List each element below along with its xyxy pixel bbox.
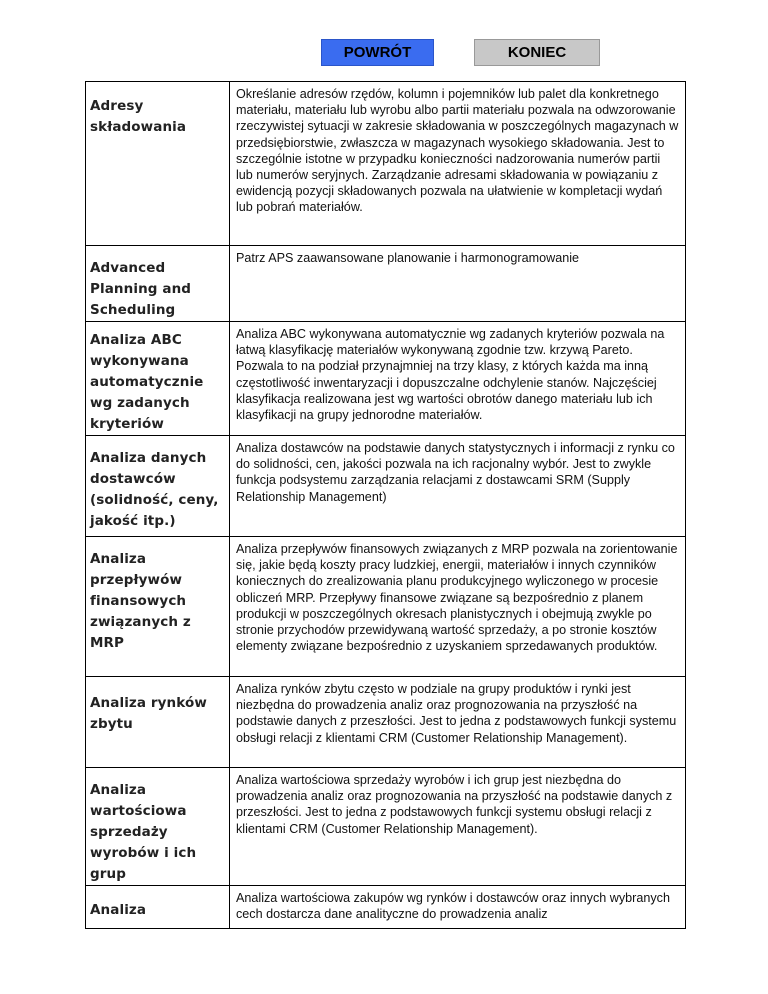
back-button[interactable]: POWRÓT bbox=[321, 39, 434, 66]
glossary-row bbox=[86, 82, 686, 246]
term-text: Analiza ABC wykonywana automatycznie wg zadanych kryteriów bbox=[90, 332, 204, 432]
definition-cell bbox=[230, 768, 686, 886]
term-text: Advanced Planning and Scheduling bbox=[90, 260, 192, 318]
end-button[interactable]: KONIEC bbox=[474, 39, 600, 66]
term-cell bbox=[86, 886, 230, 929]
term-cell bbox=[86, 322, 230, 436]
definition-cell bbox=[230, 886, 686, 929]
definition-cell bbox=[230, 537, 686, 677]
definition-text: Analiza ABC wykonywana automatycznie wg zadanych kryteriów pozwala na łatwą klasyfikację materiałów wykonywaną zgodnie tzw. krzywą Pareto. Pozwala to na podział przynajmniej na trzy klasy, z których każda ma inną częstotliwość inwentaryzacji i dopuszczalne odchylenie stanów. Najczęściej klasyfikacja realizowana jest wg wartości obrotów danego materiału lub ich klasyfikacji na grupy jednorodne materiałów. bbox=[236, 327, 665, 423]
term-cell bbox=[86, 677, 230, 768]
definition-text: Określanie adresów rzędów, kolumn i pojemników lub palet dla konkretnego materiału, materiału lub wyrobu albo partii materiału pozwala na odwzorowanie rzeczywistej sytuacji w zakresie składowania w poszczególnych magazynach w przedsiębiorstwie, zwłaszcza w magazynach wysokiego składowania. Jest to szczególnie istotne w przypadku konieczności nadzorowania numerów partii lub numerów seryjnych. Zarządzanie adresami składowania w powiązaniu z ewidencją pozycji składowanych pozwala na ułatwienie w kompletacji wydań lub pobrań materiałów. bbox=[236, 87, 679, 215]
term-cell bbox=[86, 82, 230, 246]
definition-text: Patrz APS zaawansowane planowanie i harmonogramowanie bbox=[236, 251, 580, 265]
glossary-row bbox=[86, 436, 686, 537]
term-text: Analiza wartościowa sprzedaży wyrobów i ich grup bbox=[90, 782, 197, 882]
term-text: Analiza przepływów finansowych związanych z MRP bbox=[90, 551, 191, 651]
term-cell bbox=[86, 436, 230, 537]
definition-text: Analiza rynków zbytu często w podziale na grupy produktów i rynki jest niezbędna do prowadzenia analiz oraz prognozowania na przyszłość na podstawie danych z przeszłości. Jest to jedna z podstawowych funkcji systemu obsługi relacji z klientami CRM (Customer Relationship Management). bbox=[236, 682, 677, 745]
term-cell bbox=[86, 246, 230, 322]
definition-cell bbox=[230, 82, 686, 246]
definition-text: Analiza wartościowa sprzedaży wyrobów i ich grup jest niezbędna do prowadzenia analiz oraz prognozowania na przyszłość na podstawie danych z przeszłości. Jest to jedna z podstawowych funkcji systemu obsługi relacji z klientami CRM (Customer Relationship Management). bbox=[236, 773, 673, 836]
definition-cell bbox=[230, 677, 686, 768]
definition-text: Analiza przepływów finansowych związanych z MRP pozwala na zorientowanie się, jakie będą koszty pracy ludzkiej, energii, materiałów i innych czynników koniecznych do zrealizowania planu produkcyjnego wyliczonego w procesie obliczeń MRP. Przepływy finansowe związane są bezpośrednio z planem produkcji w poszczególnych okresach planistycznych i obejmują zwykle po stronie przychodów przewidywaną wartość sprzedaży, a po stronie kosztów elementy związane bezpośrednio z uzyskaniem sprzedawanych produktów. bbox=[236, 542, 678, 654]
glossary-row bbox=[86, 768, 686, 886]
glossary-row bbox=[86, 886, 686, 929]
term-text: Analiza danych dostawców (solidność, ceny, jakość itp.) bbox=[90, 450, 219, 529]
definition-cell bbox=[230, 436, 686, 537]
term-text: Adresy składowania bbox=[90, 98, 187, 135]
glossary-row bbox=[86, 537, 686, 677]
glossary-table bbox=[85, 81, 686, 929]
glossary-row bbox=[86, 322, 686, 436]
definition-cell bbox=[230, 322, 686, 436]
term-text: Analiza bbox=[90, 902, 147, 918]
term-cell bbox=[86, 537, 230, 677]
definition-text: Analiza dostawców na podstawie danych statystycznych i informacji z rynku co do solidności, cen, jakości pozwala na ich racjonalny wybór. Jest to zwykle funkcja podsystemu zarządzania relacjami z dostawcami SRM (Supply Relationship Management) bbox=[236, 441, 675, 504]
glossary-row bbox=[86, 677, 686, 768]
term-cell bbox=[86, 768, 230, 886]
term-text: Analiza rynków zbytu bbox=[90, 695, 207, 732]
glossary-row bbox=[86, 246, 686, 322]
definition-cell bbox=[230, 246, 686, 322]
definition-text: Analiza wartościowa zakupów wg rynków i dostawców oraz innych wybranych cech dostarcza dane analityczne do prowadzenia analiz bbox=[236, 891, 670, 922]
